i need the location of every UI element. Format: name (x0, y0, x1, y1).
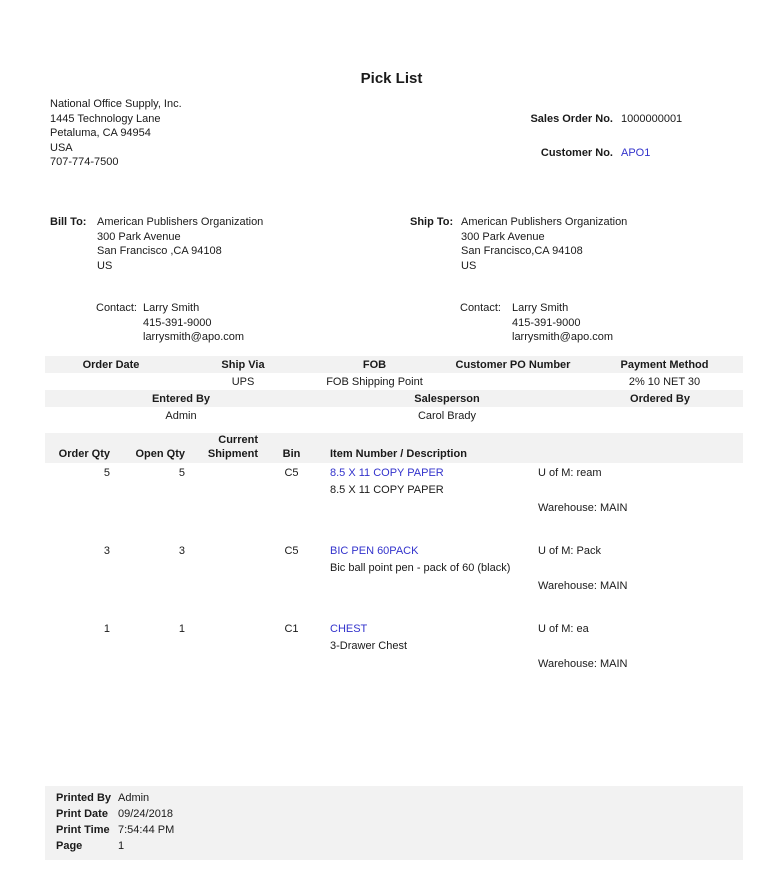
entered-by-value-row (45, 407, 743, 424)
uom-line (538, 543, 627, 560)
uom-value: ea (576, 623, 589, 635)
sales-order-label: Sales Order No. (530, 113, 613, 125)
bill-contact-label: Contact: (96, 302, 137, 314)
bill-to-label: Bill To: (50, 216, 87, 228)
fob-header: FOB (362, 358, 387, 371)
bin-cell: C5 (284, 467, 299, 479)
ordered-by-header: Ordered By (630, 392, 690, 405)
open-qty-cell: 1 (178, 623, 185, 635)
print-time-value: 7:54:44 PM (118, 824, 175, 836)
bill-to-line: American Publishers Organization (97, 216, 264, 228)
item-cell (330, 465, 533, 517)
item-description: Bic ball point pen - pack of 60 (black) (330, 562, 511, 574)
sales-order-value: 1000000001 (621, 113, 683, 125)
item-number-link[interactable]: 8.5 X 11 COPY PAPER (330, 467, 444, 479)
ship-to-line: San Francisco,CA 94108 (461, 245, 583, 258)
uom-warehouse-cell (538, 465, 627, 517)
sales-order-row (450, 113, 730, 126)
entered-by-header: Entered By (151, 392, 211, 405)
uom-warehouse-cell (538, 621, 627, 673)
warehouse-line (538, 578, 627, 595)
print-date-row (45, 806, 743, 822)
print-info-footer (45, 786, 743, 860)
item-description: 3-Drawer Chest (330, 640, 408, 652)
contact-email: larrysmith@apo.com (512, 331, 614, 344)
uom-line (538, 621, 627, 638)
ship-contact-label: Contact: (460, 302, 501, 314)
bin-cell: C1 (284, 623, 299, 635)
payment-method-value: 2% 10 NET 30 (628, 375, 701, 388)
ship-to-line: 300 Park Avenue (461, 230, 545, 243)
fob-value: FOB Shipping Point (326, 375, 423, 388)
current-shipment-cell (185, 621, 258, 673)
customer-number-link[interactable]: APO1 (621, 147, 651, 159)
ship-to-label: Ship To: (410, 216, 454, 228)
company-street: 1445 Technology Lane (50, 112, 161, 125)
order-info-value-row (45, 373, 743, 390)
company-address (50, 97, 182, 170)
contact-phone: 415-391-9000 (512, 316, 581, 329)
print-time-label: Print Time (56, 824, 110, 836)
bill-to-line: 300 Park Avenue (97, 230, 181, 243)
warehouse-value: MAIN (599, 502, 628, 514)
printed-by-row (45, 790, 743, 806)
current-shipment-cell (185, 543, 258, 595)
ship-via-value: UPS (231, 375, 255, 388)
bin-header (258, 433, 325, 463)
payment-method-header: Payment Method (620, 358, 709, 371)
print-date-label: Print Date (56, 808, 108, 820)
bill-to-line: US (97, 259, 113, 272)
current-shipment-cell (185, 465, 258, 517)
print-date-value: 09/24/2018 (118, 808, 174, 820)
contact-name: Larry Smith (143, 302, 200, 314)
item-number-link[interactable]: BIC PEN 60PACK (330, 545, 419, 557)
ship-to-line: American Publishers Organization (461, 216, 628, 228)
open-qty-header (110, 433, 185, 463)
ship-to-block (410, 215, 627, 273)
order-info-table (45, 356, 743, 424)
warehouse-value: MAIN (599, 580, 628, 592)
salesperson-header: Salesperson (414, 392, 480, 405)
uom-value: ream (576, 467, 602, 479)
order-info-header-row (45, 356, 743, 373)
company-phone: 707-774-7500 (50, 156, 119, 169)
open-qty-header-label: Open Qty (135, 448, 185, 460)
bin-cell: C5 (284, 545, 299, 557)
bill-to-block (50, 215, 263, 273)
page-title: Pick List (360, 70, 423, 87)
company-city: Petaluma, CA 94954 (50, 127, 151, 140)
uom-line (538, 465, 627, 482)
uom-label: U of M: (538, 467, 574, 479)
printed-by-value: Admin (118, 792, 150, 804)
ship-contact-details (512, 301, 613, 345)
warehouse-label: Warehouse: (538, 502, 597, 514)
items-table-header (45, 433, 743, 463)
customer-number-label: Customer No. (540, 147, 613, 159)
item-description: 8.5 X 11 COPY PAPER (330, 484, 444, 496)
page-number-label: Page (56, 840, 83, 852)
item-number-description-header (330, 433, 467, 463)
ship-to-address (461, 215, 627, 273)
entered-by-value: Admin (165, 409, 197, 422)
order-qty-cell: 5 (103, 467, 110, 479)
item-cell (330, 621, 533, 673)
order-qty-cell: 1 (103, 623, 110, 635)
order-reference-block (450, 113, 730, 181)
order-qty-cell: 3 (103, 545, 110, 557)
current-shipment-header (185, 433, 258, 463)
item-row (45, 621, 743, 673)
print-time-row (45, 822, 743, 838)
item-row (45, 465, 743, 517)
entered-by-header-row (45, 390, 743, 407)
ship-to-line: US (461, 259, 477, 272)
bill-contact-details (143, 301, 244, 345)
warehouse-line (538, 656, 627, 673)
open-qty-cell: 5 (178, 467, 185, 479)
company-name: National Office Supply, Inc. (50, 98, 182, 110)
uom-value: Pack (576, 545, 601, 557)
open-qty-cell: 3 (178, 545, 185, 557)
contact-name: Larry Smith (512, 302, 569, 314)
warehouse-value: MAIN (599, 658, 628, 670)
ship-to-contact (460, 301, 613, 345)
bill-to-address (97, 215, 263, 273)
customer-po-header: Customer PO Number (455, 358, 571, 371)
order-qty-header-label: Order Qty (58, 448, 110, 460)
current-header-label: Current (218, 434, 258, 446)
salesperson-value: Carol Brady (417, 409, 477, 422)
shipment-header-label: Shipment (207, 448, 258, 460)
warehouse-line (538, 500, 627, 517)
contact-email: larrysmith@apo.com (143, 331, 245, 344)
bill-to-contact (96, 301, 244, 345)
item-number-link[interactable]: CHEST (330, 623, 368, 635)
page-number-value: 1 (118, 840, 125, 852)
uom-label: U of M: (538, 623, 574, 635)
bin-header-label: Bin (282, 448, 301, 460)
ship-via-header: Ship Via (221, 358, 265, 371)
printed-by-label: Printed By (56, 792, 112, 804)
order-date-header: Order Date (82, 358, 140, 371)
bill-to-line: San Francisco ,CA 94108 (97, 245, 222, 258)
warehouse-label: Warehouse: (538, 658, 597, 670)
customer-number-row (450, 147, 730, 160)
page-number-row (45, 838, 743, 854)
order-qty-header (45, 433, 110, 463)
uom-warehouse-cell (538, 543, 627, 595)
item-row (45, 543, 743, 595)
item-header-label: Item Number / Description (330, 448, 467, 460)
contact-phone: 415-391-9000 (143, 316, 212, 329)
warehouse-label: Warehouse: (538, 580, 597, 592)
uom-label: U of M: (538, 545, 574, 557)
item-cell (330, 543, 533, 595)
company-country: USA (50, 141, 73, 154)
